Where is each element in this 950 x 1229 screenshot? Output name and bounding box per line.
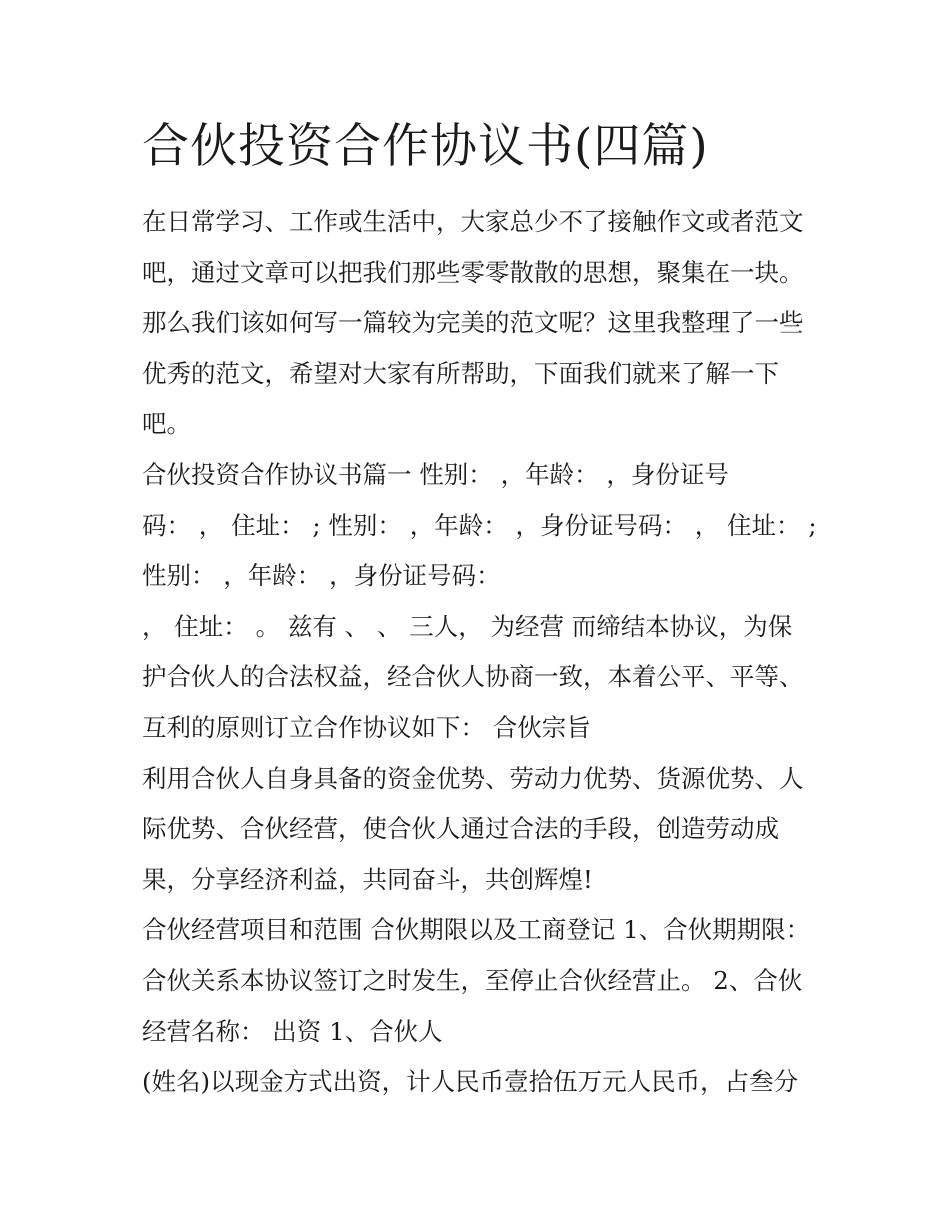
body-line: 际优势、合伙经营，使合伙人通过合法的手段，创造劳动成 bbox=[142, 814, 779, 844]
body-line: 利用合伙人自身具备的资金优势、劳动力优势、货源优势、人 bbox=[142, 763, 804, 793]
body-line: 性别： ，年龄： ，身份证号码： bbox=[142, 561, 501, 591]
body-line: 经营名称： 出资 1、合伙人 bbox=[142, 1016, 443, 1046]
body-line: ， 住址： 。 兹有 、 、 三人， 为经营 而缔结本协议，为保 bbox=[142, 611, 793, 641]
body-line: 护合伙人的合法权益，经合伙人协商一致，本着公平、平等、 bbox=[142, 662, 804, 692]
body-line: 合伙关系本协议签订之时发生，至停止合伙经营止。 2、合伙 bbox=[142, 965, 803, 995]
body-line: 吧，通过文章可以把我们那些零零散散的思想，聚集在一块。 bbox=[142, 257, 804, 287]
body-line: 合伙投资合作协议书篇一 性别： ，年龄： ，身份证号 bbox=[142, 459, 729, 489]
document-body bbox=[142, 197, 822, 1108]
body-line: 优秀的范文，希望对大家有所帮助，下面我们就来了解一下 bbox=[142, 358, 779, 388]
body-line: 码： ， 住址： ; 性别： ，年龄： ，身份证号码： ， 住址： ; bbox=[142, 510, 817, 540]
body-line: (姓名)以现金方式出资，计人民币壹拾伍万元人民币，占叁分 bbox=[142, 1067, 799, 1097]
body-line: 吧。 bbox=[142, 409, 191, 439]
body-line: 果，分享经济利益，共同奋斗，共创辉煌! bbox=[142, 864, 593, 894]
body-line: 在日常学习、工作或生活中，大家总少不了接触作文或者范文 bbox=[142, 207, 804, 236]
body-line: 那么我们该如何写一篇较为完美的范文呢？这里我整理了一些 bbox=[142, 308, 804, 338]
document-title: 合伙投资合作协议书(四篇) bbox=[142, 119, 709, 174]
body-line: 互利的原则订立合作协议如下： 合伙宗旨 bbox=[142, 712, 591, 742]
body-line: 合伙经营项目和范围 合伙期限以及工商登记 1、合伙期期限： bbox=[142, 915, 811, 945]
